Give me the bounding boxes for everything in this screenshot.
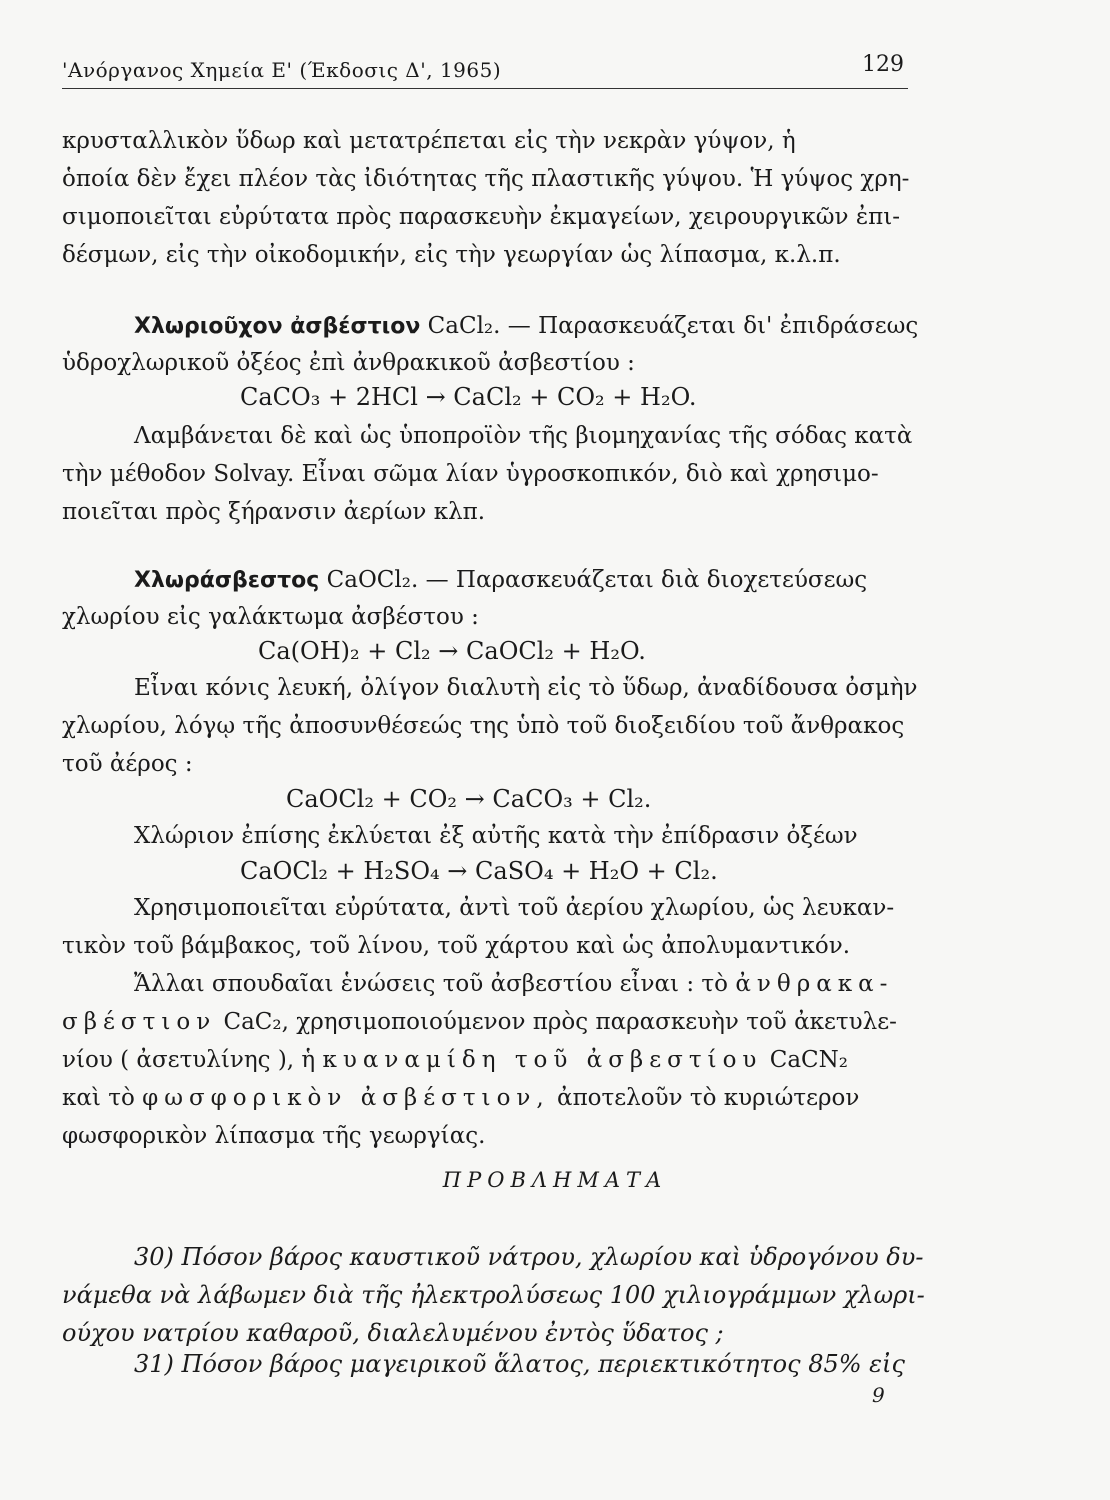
bleaching-powder-equation-3: CaOCl₂ + H₂SO₄ → CaSO₄ + H₂O + Cl₂. (240, 857, 718, 885)
signature-mark: 9 (872, 1383, 885, 1407)
bleaching-powder-line-1 (134, 567, 867, 593)
calcium-chloride-formula: CaCl₂. (427, 313, 501, 339)
other-compounds-line-5: φωσφορικὸν λίπασμα τῆς γεωργίας. (62, 1123, 486, 1149)
calcium-chloride-line-4: τὴν μέθοδον Solvay. Εἶναι σῶμα λίαν ὑγροσκοπικόν, διὸ καὶ χρησιμο- (62, 461, 879, 487)
calcium-chloride-equation: CaCO₃ + 2HCl → CaCl₂ + CO₂ + H₂O. (240, 383, 697, 411)
bleaching-powder-line-8: τικὸν τοῦ βάμβακος, τοῦ λίνου, τοῦ χάρτου καὶ ὡς ἀπολυμαντικόν. (62, 933, 851, 959)
phosphate-term: φωσφορικὸν ἀσβέστιον, (142, 1085, 550, 1111)
bleaching-powder-equation-2: CaOCl₂ + CO₂ → CaCO₃ + Cl₂. (286, 785, 652, 813)
running-header (62, 52, 908, 89)
other-compounds-line-4 (62, 1085, 859, 1111)
bleaching-powder-line-1-rest: — Παρασκευάζεται διὰ διοχετεύσεως (425, 567, 868, 593)
carbide-term-part-1: ἀνθρακα- (735, 971, 894, 997)
carbide-term-part-2: σβέστιον (62, 1009, 217, 1035)
calcium-chloride-line-3: Λαμβάνεται δὲ καὶ ὡς ὑποπροϊὸν τῆς βιομηχανίας τῆς σόδας κατὰ (134, 423, 913, 449)
calcium-chloride-line-5: ποιεῖται πρὸς ξήρανσιν ἀερίων κλπ. (62, 499, 486, 525)
header-title: 'Ανόργανος Χημεία Ε' (Έκδοσις Δ', 1965) (62, 58, 502, 82)
problem-30-line-1: 30) Πόσον βάρος καυστικοῦ νάτρου, χλωρίου καὶ ὑδρογόνου δυ- (134, 1243, 924, 1271)
bleaching-powder-line-2: χλωρίου εἰς γαλάκτωμα ἀσβέστου : (62, 604, 479, 630)
other-compounds-line-3-text: νίου ( ἀσετυλίνης ), ἡ (62, 1047, 316, 1073)
other-compounds-line-2 (62, 1009, 897, 1035)
calcium-chloride-line-1 (134, 313, 918, 339)
bleaching-powder-line-4: χλωρίου, λόγῳ τῆς ἀποσυνθέσεώς της ὑπὸ τοῦ διοξειδίου τοῦ ἄνθρακος (62, 713, 905, 739)
intro-line-4: δέσμων, εἰς τὴν οἰκοδομικήν, εἰς τὴν γεωργίαν ὡς λίπασμα, κ.λ.π. (62, 242, 841, 268)
other-compounds-line-3 (62, 1047, 848, 1073)
calcium-chloride-heading: Χλωριοῦχον ἀσβέστιον (134, 314, 421, 339)
bleaching-powder-line-5: τοῦ ἀέρος : (62, 751, 193, 777)
intro-line-2: ὁποία δὲν ἔχει πλέον τὰς ἰδιότητας τῆς πλαστικῆς γύψου. Ἡ γύψος χρη- (62, 166, 910, 192)
calcium-chloride-line-1-rest: — Παρασκευάζεται δι' ἐπιδράσεως (507, 313, 919, 339)
other-compounds-line-1-text: Ἄλλαι σπουδαῖαι ἑνώσεις τοῦ ἀσβεστίου εἶναι : τὸ (134, 971, 729, 997)
other-compounds-line-4-rest: ἀποτελοῦν τὸ κυριώτερον (557, 1085, 860, 1111)
other-compounds-line-1 (134, 971, 893, 997)
problem-30-line-2: νάμεθα νὰ λάβωμεν διὰ τῆς ἠλεκτρολύσεως 100 χιλιογράμμων χλωρι- (62, 1281, 925, 1309)
bleaching-powder-line-3: Εἶναι κόνις λευκή, ὀλίγον διαλυτὴ εἰς τὸ ὕδωρ, ἀναδίδουσα ὀσμὴν (134, 675, 918, 701)
bleaching-powder-equation-1: Ca(OH)₂ + Cl₂ → CaOCl₂ + H₂O. (258, 637, 646, 665)
cyanamide-formula: CaCN₂ (769, 1047, 848, 1073)
intro-line-3: σιμοποιεῖται εὐρύτατα πρὸς παρασκευὴν ἐκμαγείων, χειρουργικῶν ἐπι- (62, 204, 901, 230)
bleaching-powder-line-7: Χρησιμοποιεῖται εὐρύτατα, ἀντὶ τοῦ ἀερίου χλωρίου, ὡς λευκαν- (134, 895, 895, 921)
bleaching-powder-line-6: Χλώριον ἐπίσης ἐκλύεται ἐξ αὐτῆς κατὰ τὴν ἐπίδρασιν ὀξέων (134, 823, 858, 849)
problems-title: ΠΡΟΒΛΗΜΑΤΑ (442, 1168, 668, 1192)
other-compounds-line-4-text: καὶ τὸ (62, 1085, 135, 1111)
cyanamide-term: κυαναμίδη τοῦ ἀσβεστίου (322, 1047, 763, 1073)
bleaching-powder-heading: Χλωράσβεστος (134, 568, 320, 593)
other-compounds-line-2-text: CaC₂, χρησιμοποιούμενον πρὸς παρασκευὴν τοῦ ἀκετυλε- (223, 1009, 897, 1035)
page-number: 129 (862, 52, 904, 77)
bleaching-powder-formula: CaOCl₂. (326, 567, 419, 593)
problem-31-line-1: 31) Πόσον βάρος μαγειρικοῦ ἅλατος, περιεκτικότητος 85% εἰς (134, 1350, 905, 1378)
intro-line-1: κρυσταλλικὸν ὕδωρ καὶ μετατρέπεται εἰς τὴν νεκρὰν γύψον, ἡ (62, 128, 796, 154)
problem-30-line-3: ούχου νατρίου καθαροῦ, διαλελυμένου ἐντὸς ὕδατος ; (62, 1319, 724, 1347)
calcium-chloride-line-2: ὑδροχλωρικοῦ ὀξέος ἐπὶ ἀνθρακικοῦ ἀσβεστίου : (62, 350, 635, 376)
